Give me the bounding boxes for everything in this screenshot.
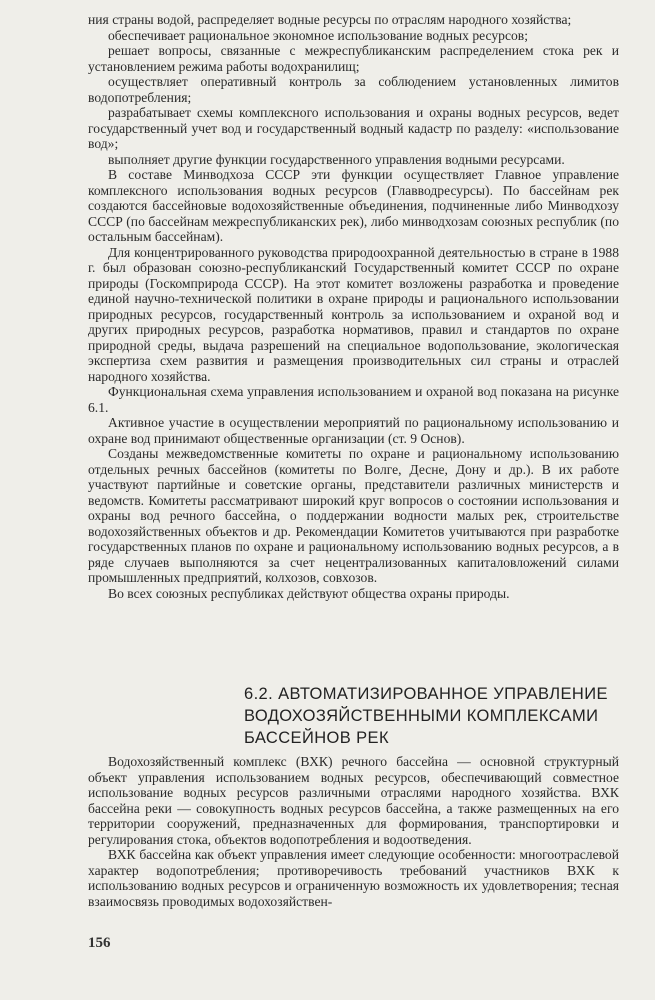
paragraph: выполняет другие функции государственного управления водными ресурсами. — [108, 151, 565, 167]
paragraph: Функциональная схема управления использованием и охраной вод показана на рисунке 6.1. — [88, 384, 619, 415]
paragraph: решает вопросы, связанные с межреспубликанским распределением стока рек и установлением режима работы водохранилищ; — [88, 43, 619, 74]
section-body-text — [88, 754, 619, 909]
body-text — [88, 12, 619, 601]
paragraph: разрабатывает схемы комплексного использования и охраны водных ресурсов, ведет государственный учет вод и государственный водный кадастр по разделу: «использование вод»; — [88, 105, 619, 151]
paragraph: Созданы межведомственные комитеты по охране и рациональному использованию отдельных речных бассейнов (комитеты по Волге, Десне, Дону и др.). В их работе участвуют партийные и советские органы, представители различных министерств и ведомств. Комитеты рассматривают широкий круг вопросов о состоянии использования и охраны вод речного бассейна, о поддержании водности малых рек, строительстве водохозяйственных объектов и др. Рекомендации Комитетов учитываются при разработке государственных планов по охране и рациональному использованию водных ресурсов, а в ряде случаев выполняются за счет нецентрализованных капиталовложений силами промышленных предприятий, колхозов, совхозов. — [88, 446, 619, 585]
section-heading — [244, 683, 624, 749]
paragraph: В составе Минводхоза СССР эти функции осуществляет Главное управление комплексного использования водных ресурсов (Главводресурсы). По бассейнам рек создаются бассейновые водохозяйственные объединения, подчиненные либо Минводхозу СССР (по бассейнам межреспубликанских рек), либо минводхозам союзных республик (по остальным бассейнам). — [88, 167, 619, 244]
paragraph: Во всех союзных республиках действуют общества охраны природы. — [108, 585, 510, 601]
paragraph: ния страны водой, распределяет водные ресурсы по отраслям народного хозяйства; — [88, 12, 572, 27]
paragraph: осуществляет оперативный контроль за соблюдением установленных лимитов водопотребления; — [88, 74, 619, 105]
section-heading-line: ВОДОХОЗЯЙСТВЕННЫМИ КОМПЛЕКСАМИ — [244, 707, 599, 725]
section-heading-line: БАССЕЙНОВ РЕК — [244, 729, 389, 747]
paragraph: Активное участие в осуществлении мероприятий по рациональному использованию и охране вод принимают общественные организации (ст. 9 Основ). — [88, 415, 619, 446]
paragraph: Водохозяйственный комплекс (ВХК) речного бассейна — основной структурный объект управления использованием водных ресурсов, обеспечивающий совместное использование водных ресурсов различными отраслями народного хозяйства. ВХК бассейна реки — совокупность водных ресурсов бассейна, а также размещенных на его территории сооружений, предназначенных для формирования, транспортировки и регулирования стока, объектов водопотребления и водоотведения. — [88, 754, 619, 847]
section-heading-line: 6.2. АВТОМАТИЗИРОВАННОЕ УПРАВЛЕНИЕ — [244, 685, 608, 703]
paragraph: ВХК бассейна как объект управления имеет следующие особенности: многоотраслевой характер водопотребления; противоречивость требований участников ВХК к использованию водных ресурсов и ограниченную возможность их удовлетворения; тесная взаимосвязь проводимых водохозяйствен- — [88, 847, 619, 909]
page-number: 156 — [88, 935, 111, 951]
paragraph: обеспечивает рациональное экономное использование водных ресурсов; — [108, 27, 528, 43]
paragraph: Для концентрированного руководства природоохранной деятельностью в стране в 1988 г. был образован союзно-республиканский Государственный комитет СССР по охране природы (Госкомприрода СССР). На этот комитет возложены разработка и проведение единой научно-технической политики в охране природы и рационального использовании природных ресурсов, государственный контроль за использованием и охраной вод и других природных ресурсов, разработка нормативов, правил и стандартов по охране природной среды, выдача разрешений на специальное водопользование, экологическая экспертиза схем развития и размещения производительных сил страны и отраслей народного хозяйства. — [88, 244, 619, 384]
